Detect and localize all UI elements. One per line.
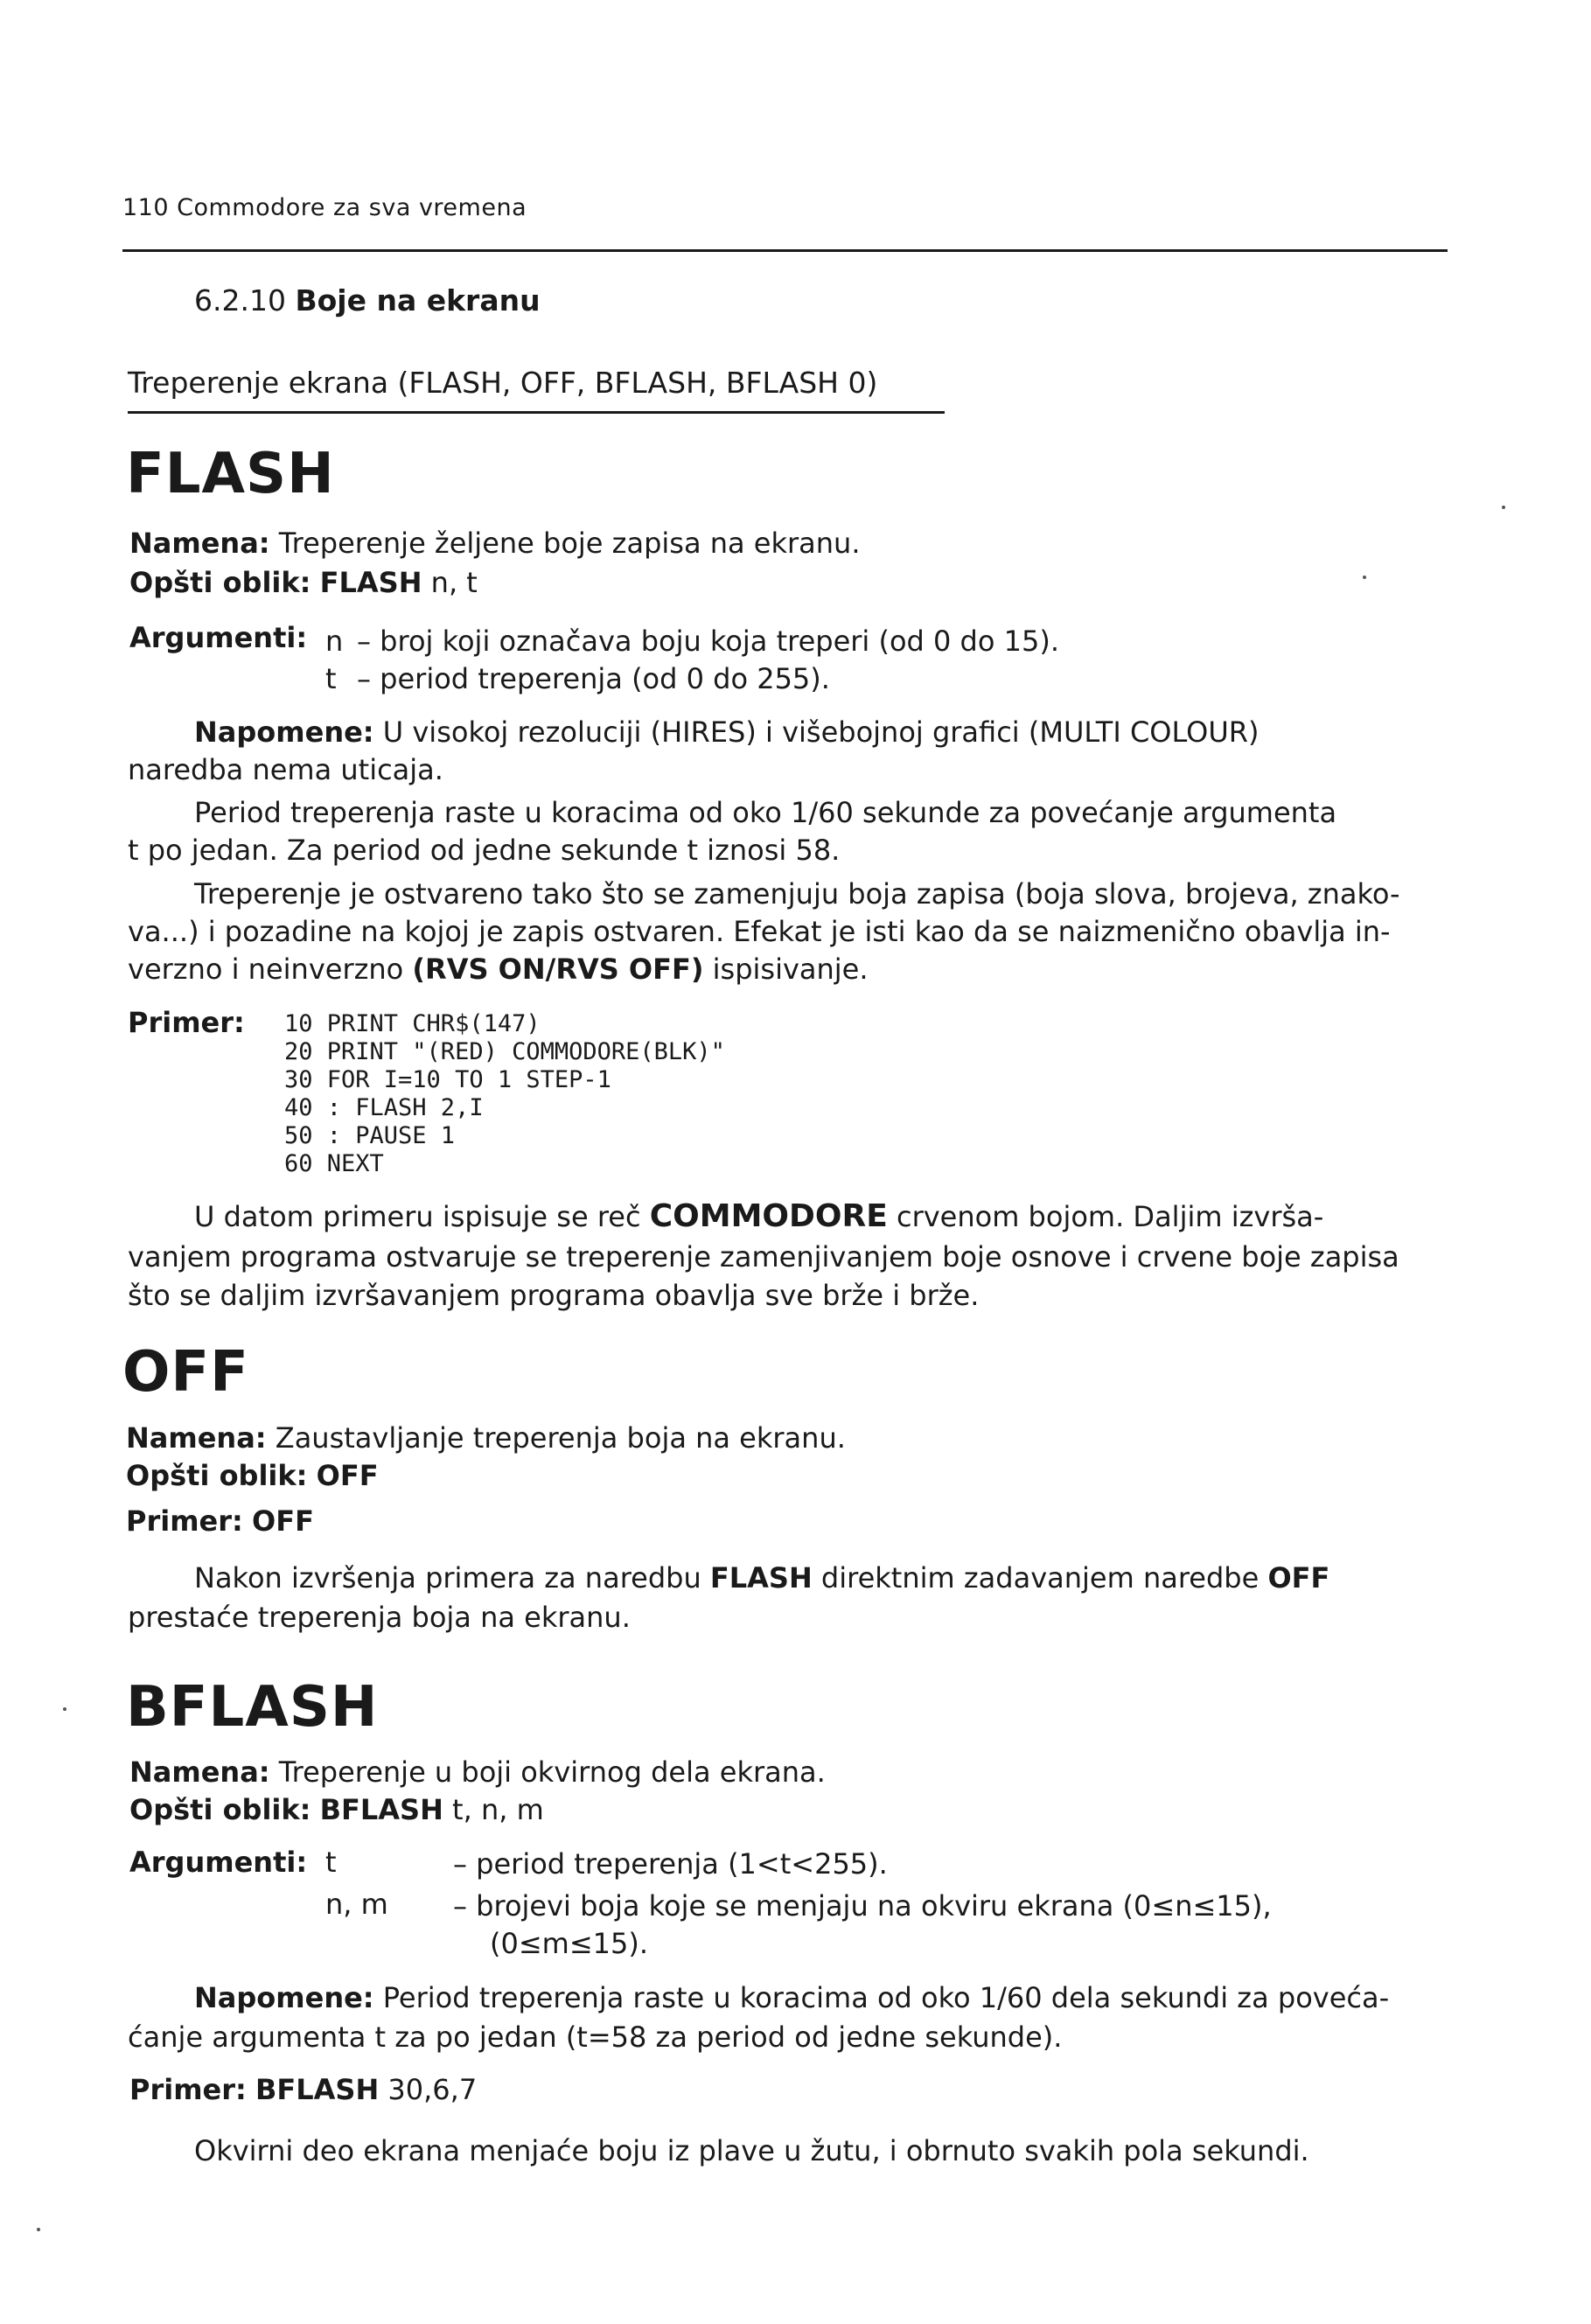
after-keyword: COMMODORE [649, 1198, 888, 1234]
bflash-napomene-line1 [194, 1981, 1389, 2014]
opsti-label: Opšti oblik: [126, 1459, 308, 1492]
flash-after-line2: vanjem programa ostvaruje se treperenje zamenjivanjem boje osnove i crvene boje zapisa [128, 1240, 1399, 1274]
flash-arg1-desc: – broj koji označava boju koja treperi (od 0 do 15). [357, 625, 1059, 658]
code-line: 20 PRINT "(RED) COMMODORE(BLK)" [284, 1038, 725, 1065]
off-text-line1 [194, 1561, 1329, 1595]
flash-effect-line3 [128, 953, 869, 986]
section-title: Boje na ekranu [295, 283, 541, 318]
flash-heading: FLASH [126, 442, 335, 506]
bflash-namena [129, 1755, 826, 1789]
bflash-arg2-name: n, m [325, 1888, 388, 1921]
opsti-args: t, n, m [452, 1793, 544, 1826]
off-namena [126, 1421, 846, 1455]
primer-keyword: OFF [252, 1504, 314, 1538]
scan-speck [1363, 576, 1366, 579]
off-text-mid: direktnim zadavanjem naredbe [820, 1561, 1260, 1595]
off-opsti-oblik [126, 1459, 379, 1492]
namena-label: Namena: [129, 1755, 270, 1789]
primer-keyword: BFLASH [255, 2073, 380, 2106]
napomene-text: Period treperenja raste u koracima od oko 1/60 dela sekundi za poveća- [382, 1981, 1390, 2014]
code-line: 10 PRINT CHR$(147) [284, 1010, 541, 1037]
bflash-primer [129, 2073, 477, 2106]
opsti-keyword: BFLASH [319, 1793, 443, 1826]
after-text: U datom primeru ispisuje se reč [194, 1200, 641, 1233]
flash-period-line2: t po jedan. Za period od jedne sekunde t iznosi 58. [128, 834, 841, 867]
primer-label: Primer: [126, 1504, 243, 1538]
bflash-arg2-desc2: (0≤m≤15). [490, 1927, 649, 1960]
section-heading [194, 283, 541, 318]
primer-args: 30,6,7 [387, 2073, 478, 2106]
off-keyword-off: OFF [1267, 1561, 1330, 1595]
opsti-args: n, t [430, 566, 478, 599]
section-number: 6.2.10 [194, 283, 286, 318]
namena-text: Zaustavljanje treperenja boja na ekranu. [275, 1421, 846, 1455]
code-line: 30 FOR I=10 TO 1 STEP-1 [284, 1066, 611, 1093]
off-primer [126, 1504, 314, 1538]
flash-arg2-name: t [325, 662, 337, 695]
namena-label: Namena: [126, 1421, 267, 1455]
bflash-arg1-desc: – period treperenja (1<t<255). [453, 1847, 888, 1881]
opsti-keyword: OFF [316, 1459, 379, 1492]
bflash-closing: Okvirni deo ekrana menjaće boju iz plave u žutu, i obrnuto svakih pola sekundi. [194, 2134, 1309, 2167]
running-head: 110 Commodore za sva vremena [122, 194, 527, 221]
flash-argumenti-label [129, 621, 307, 654]
subsection-title: Treperenje ekrana (FLASH, OFF, BFLASH, BFLASH 0) [128, 366, 878, 400]
primer-label: Primer: [129, 2073, 247, 2106]
flash-opsti-oblik [129, 566, 478, 599]
flash-period-line1: Period treperenja raste u koracima od oko 1/60 sekunde za povećanje argumenta [194, 796, 1337, 829]
effect-text: verzno i neinverzno [128, 953, 404, 986]
flash-arg1-name: n [325, 625, 344, 658]
subsection-rule [128, 411, 945, 414]
flash-napomene-line2: naredba nema uticaja. [128, 753, 443, 786]
effect-text-end: ispisivanje. [712, 953, 869, 986]
opsti-label: Opšti oblik: [129, 566, 311, 599]
flash-arg2-desc: – period treperenja (od 0 do 255). [357, 662, 830, 695]
off-text: Nakon izvršenja primera za naredbu [194, 1561, 701, 1595]
opsti-label: Opšti oblik: [129, 1793, 311, 1826]
scan-speck [63, 1707, 66, 1711]
bflash-napomene-line2: ćanje argumenta t za po jedan (t=58 za period od jedne sekunde). [128, 2020, 1063, 2054]
napomene-label: Napomene: [194, 1981, 374, 2014]
after-text-end: crvenom bojom. Daljim izvrša- [896, 1200, 1324, 1233]
bflash-arg2-desc: – brojevi boja koje se menjaju na okviru ekrana (0≤n≤15), [453, 1889, 1272, 1923]
primer-label: Primer: [128, 1006, 245, 1039]
argumenti-label: Argumenti: [129, 1846, 308, 1879]
code-line: 50 : PAUSE 1 [284, 1122, 456, 1149]
bflash-arg1-name: t [325, 1846, 337, 1879]
flash-effect-line1: Treperenje je ostvareno tako što se zamenjuju boja zapisa (boja slova, brojeva, znako- [194, 877, 1400, 911]
flash-primer-label [128, 1006, 245, 1039]
flash-code-block [284, 1010, 725, 1178]
code-line: 60 NEXT [284, 1150, 384, 1177]
flash-napomene-line1 [194, 715, 1259, 749]
flash-effect-line2: va...) i pozadine na kojoj je zapis ostvaren. Efekat je isti kao da se naizmenično obavlja in- [128, 915, 1391, 948]
namena-label: Namena: [129, 527, 270, 560]
header-rule [122, 249, 1448, 252]
namena-text: Treperenje u boji okvirnog dela ekrana. [278, 1755, 826, 1789]
off-keyword-flash: FLASH [709, 1561, 813, 1595]
napomene-text: U visokoj rezoluciji (HIRES) i višebojnoj grafici (MULTI COLOUR) [382, 715, 1260, 749]
code-line: 40 : FLASH 2,I [284, 1094, 484, 1121]
namena-text: Treperenje željene boje zapisa na ekranu. [278, 527, 861, 560]
off-text-line2: prestaće treperenja boja na ekranu. [128, 1601, 631, 1634]
bflash-argumenti-label [129, 1846, 307, 1879]
scan-speck [37, 2228, 40, 2231]
bflash-heading: BFLASH [126, 1675, 379, 1740]
opsti-keyword: FLASH [319, 566, 422, 599]
argumenti-label: Argumenti: [129, 621, 308, 654]
scan-speck [1502, 506, 1505, 509]
napomene-label: Napomene: [194, 715, 374, 749]
effect-keyword: (RVS ON/RVS OFF) [412, 953, 704, 986]
bflash-opsti-oblik [129, 1793, 544, 1826]
flash-after-line3: što se daljim izvršavanjem programa obavlja sve brže i brže. [128, 1279, 980, 1312]
flash-after-line1 [194, 1198, 1323, 1234]
off-heading: OFF [122, 1340, 249, 1405]
flash-namena [129, 527, 861, 560]
